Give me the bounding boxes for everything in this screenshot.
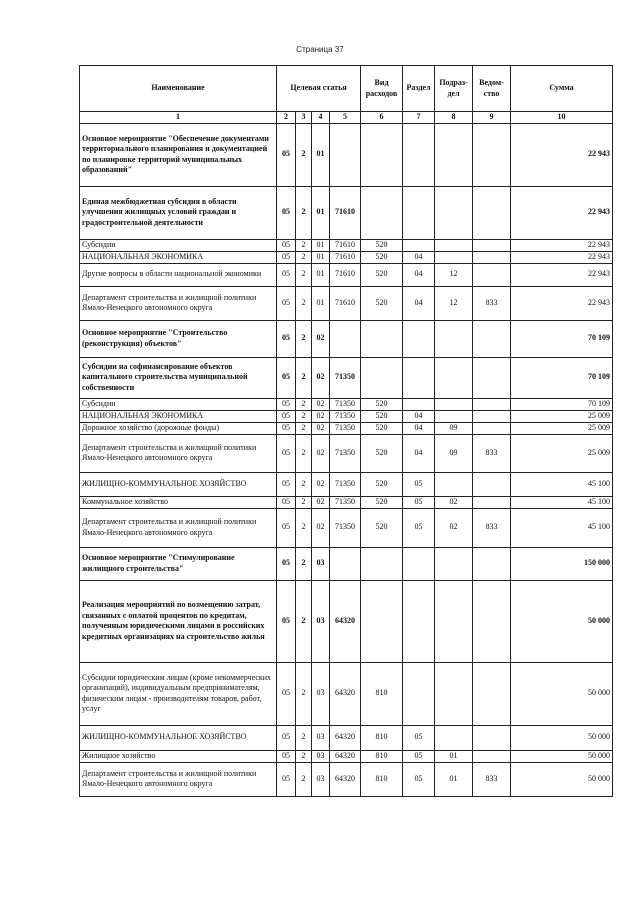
subsection: [435, 410, 473, 422]
col-number: 5: [330, 112, 361, 124]
target-event: 02: [312, 422, 330, 434]
section: 04: [403, 251, 435, 263]
target-direction: 71350: [330, 434, 361, 472]
header-expense-type: Вид расходов: [361, 66, 403, 112]
target-program: 05: [277, 398, 296, 410]
target-event: 01: [312, 186, 330, 239]
target-subprogram: 2: [296, 286, 312, 320]
target-program: 05: [277, 580, 296, 662]
target-event: 02: [312, 398, 330, 410]
department-code: [473, 320, 511, 357]
header-subsection: Подраз-дел: [435, 66, 473, 112]
row-name: НАЦИОНАЛЬНАЯ ЭКОНОМИКА: [80, 410, 277, 422]
target-program: 05: [277, 186, 296, 239]
row-name: Субсидии юридическим лицам (кроме некоммерческих организаций), индивидуальным предпринимателям, физическим лицам - производителям товаров, работ, услуг: [80, 662, 277, 725]
expense-type: 520: [361, 398, 403, 410]
sum: 22 943: [511, 239, 613, 251]
target-subprogram: 2: [296, 422, 312, 434]
target-subprogram: 2: [296, 750, 312, 762]
target-subprogram: 2: [296, 496, 312, 508]
subsection: 01: [435, 750, 473, 762]
sum: 45 100: [511, 508, 613, 547]
header-name: Наименование: [80, 66, 277, 112]
row-name: ЖИЛИЩНО-КОММУНАЛЬНОЕ ХОЗЯЙСТВО: [80, 725, 277, 750]
target-program: 05: [277, 547, 296, 580]
col-number: 2: [277, 112, 296, 124]
subsection: [435, 320, 473, 357]
section: [403, 186, 435, 239]
target-event: 03: [312, 662, 330, 725]
subsection: 02: [435, 496, 473, 508]
sum: 50 000: [511, 725, 613, 750]
expense-type: 520: [361, 434, 403, 472]
section: [403, 123, 435, 186]
department-code: [473, 422, 511, 434]
expense-type: 810: [361, 725, 403, 750]
col-number: 7: [403, 112, 435, 124]
target-direction: 64320: [330, 662, 361, 725]
target-direction: 71610: [330, 239, 361, 251]
row-name: Другие вопросы в области национальной экономики: [80, 263, 277, 286]
department-code: 833: [473, 434, 511, 472]
col-number: 6: [361, 112, 403, 124]
target-event: 02: [312, 320, 330, 357]
target-program: 05: [277, 263, 296, 286]
table-row: [80, 398, 613, 410]
section: 05: [403, 750, 435, 762]
col-number: 3: [296, 112, 312, 124]
expense-type: 810: [361, 750, 403, 762]
target-direction: 64320: [330, 725, 361, 750]
table-row: [80, 472, 613, 496]
target-event: 02: [312, 496, 330, 508]
expense-type: 520: [361, 472, 403, 496]
table-row: [80, 434, 613, 472]
header-sum: Сумма: [511, 66, 613, 112]
target-direction: 71610: [330, 286, 361, 320]
subsection: [435, 186, 473, 239]
subsection: [435, 547, 473, 580]
expense-type: 520: [361, 508, 403, 547]
table-row: [80, 580, 613, 662]
sum: 70 109: [511, 398, 613, 410]
subsection: 02: [435, 508, 473, 547]
table-row: [80, 750, 613, 762]
row-name: НАЦИОНАЛЬНАЯ ЭКОНОМИКА: [80, 251, 277, 263]
subsection: [435, 251, 473, 263]
department-code: 833: [473, 762, 511, 796]
expense-type: 520: [361, 286, 403, 320]
row-name: Реализация мероприятий по возмещению затрат, связанных с оплатой процентов по кредитам, полученным юридическими лицами в российских кредитных организациях на строительство жилья: [80, 580, 277, 662]
table-row: [80, 357, 613, 398]
table-row: [80, 662, 613, 725]
target-subprogram: 2: [296, 398, 312, 410]
budget-table: [79, 65, 613, 797]
table-row: [80, 725, 613, 750]
target-event: 01: [312, 263, 330, 286]
department-code: [473, 239, 511, 251]
section: [403, 547, 435, 580]
target-subprogram: 2: [296, 762, 312, 796]
target-event: 02: [312, 472, 330, 496]
table-row: [80, 496, 613, 508]
expense-type: [361, 547, 403, 580]
target-event: 01: [312, 286, 330, 320]
target-program: 05: [277, 251, 296, 263]
section: 04: [403, 263, 435, 286]
department-code: [473, 251, 511, 263]
section: 05: [403, 762, 435, 796]
section: 04: [403, 422, 435, 434]
target-program: 05: [277, 725, 296, 750]
target-event: 03: [312, 547, 330, 580]
target-event: 01: [312, 251, 330, 263]
row-name: Дорожное хозяйство (дорожные фонды): [80, 422, 277, 434]
target-subprogram: 2: [296, 725, 312, 750]
sum: 50 000: [511, 750, 613, 762]
sum: 50 000: [511, 662, 613, 725]
row-name: Жилищное хозяйство: [80, 750, 277, 762]
department-code: 833: [473, 508, 511, 547]
target-subprogram: 2: [296, 263, 312, 286]
sum: 45 100: [511, 472, 613, 496]
target-event: 02: [312, 434, 330, 472]
subsection: [435, 398, 473, 410]
row-name: Департамент строительства и жилищной политики Ямало-Ненецкого автономного округа: [80, 762, 277, 796]
department-code: [473, 725, 511, 750]
row-name: Единая межбюджетная субсидия в области улучшения жилищных условий граждан и градостроительной деятельности: [80, 186, 277, 239]
target-direction: [330, 123, 361, 186]
target-program: 05: [277, 750, 296, 762]
target-direction: 71350: [330, 496, 361, 508]
row-name: Основное мероприятие "Стимулирование жилищного строительства": [80, 547, 277, 580]
table-row: [80, 263, 613, 286]
table-row: [80, 762, 613, 796]
department-code: [473, 662, 511, 725]
department-code: [473, 263, 511, 286]
sum: 70 109: [511, 320, 613, 357]
target-program: 05: [277, 434, 296, 472]
col-number: 1: [80, 112, 277, 124]
section: 05: [403, 496, 435, 508]
sum: 22 943: [511, 123, 613, 186]
row-name: Субсидии на софинансирование объектов капитального строительства муниципальной собственности: [80, 357, 277, 398]
row-name: Департамент строительства и жилищной политики Ямало-Ненецкого автономного округа: [80, 434, 277, 472]
expense-type: [361, 123, 403, 186]
sum: 150 000: [511, 547, 613, 580]
subsection: 12: [435, 263, 473, 286]
col-number: 8: [435, 112, 473, 124]
target-program: 05: [277, 422, 296, 434]
table-row: [80, 547, 613, 580]
sum: 25 009: [511, 410, 613, 422]
sum: 25 009: [511, 434, 613, 472]
col-number: 4: [312, 112, 330, 124]
target-direction: 71350: [330, 422, 361, 434]
target-event: 03: [312, 725, 330, 750]
section: [403, 320, 435, 357]
target-subprogram: 2: [296, 357, 312, 398]
target-direction: 71350: [330, 410, 361, 422]
department-code: [473, 398, 511, 410]
target-subprogram: 2: [296, 239, 312, 251]
sum: 22 943: [511, 286, 613, 320]
sum: 25 009: [511, 422, 613, 434]
subsection: 12: [435, 286, 473, 320]
subsection: [435, 580, 473, 662]
department-code: [473, 123, 511, 186]
target-direction: 64320: [330, 580, 361, 662]
target-event: 02: [312, 410, 330, 422]
target-event: 03: [312, 750, 330, 762]
expense-type: 520: [361, 263, 403, 286]
header-target-article: Целевая статья: [277, 66, 361, 112]
expense-type: 520: [361, 496, 403, 508]
subsection: [435, 662, 473, 725]
target-subprogram: 2: [296, 410, 312, 422]
expense-type: [361, 186, 403, 239]
expense-type: 520: [361, 239, 403, 251]
target-subprogram: 2: [296, 320, 312, 357]
sum: 22 943: [511, 263, 613, 286]
section: 05: [403, 508, 435, 547]
target-program: 05: [277, 320, 296, 357]
department-code: [473, 547, 511, 580]
target-program: 05: [277, 286, 296, 320]
target-event: 02: [312, 357, 330, 398]
row-name: Основное мероприятие "Обеспечение документами территориального планирования и документацией по планировке территорий муниципальных образований": [80, 123, 277, 186]
expense-type: 520: [361, 410, 403, 422]
target-event: 01: [312, 239, 330, 251]
target-subprogram: 2: [296, 123, 312, 186]
expense-type: 810: [361, 662, 403, 725]
target-subprogram: 2: [296, 251, 312, 263]
row-name: Субсидии: [80, 398, 277, 410]
target-event: 02: [312, 508, 330, 547]
subsection: [435, 239, 473, 251]
expense-type: 810: [361, 762, 403, 796]
section: 04: [403, 434, 435, 472]
sum: 22 943: [511, 251, 613, 263]
department-code: [473, 410, 511, 422]
target-subprogram: 2: [296, 186, 312, 239]
target-program: 05: [277, 508, 296, 547]
sum: 45 100: [511, 496, 613, 508]
table-row: [80, 251, 613, 263]
expense-type: [361, 357, 403, 398]
target-program: 05: [277, 239, 296, 251]
target-direction: 64320: [330, 762, 361, 796]
table-row: [80, 239, 613, 251]
section: [403, 239, 435, 251]
subsection: 09: [435, 434, 473, 472]
expense-type: [361, 320, 403, 357]
section: 05: [403, 472, 435, 496]
target-direction: [330, 547, 361, 580]
sum: 70 109: [511, 357, 613, 398]
target-subprogram: 2: [296, 434, 312, 472]
table-row: [80, 320, 613, 357]
col-number: 9: [473, 112, 511, 124]
target-direction: 71610: [330, 186, 361, 239]
row-name: Субсидии: [80, 239, 277, 251]
target-program: 05: [277, 472, 296, 496]
section: [403, 398, 435, 410]
target-subprogram: 2: [296, 580, 312, 662]
department-code: [473, 580, 511, 662]
table-row: [80, 286, 613, 320]
target-program: 05: [277, 410, 296, 422]
table-row: [80, 422, 613, 434]
target-program: 05: [277, 662, 296, 725]
section: 05: [403, 725, 435, 750]
expense-type: 520: [361, 251, 403, 263]
target-subprogram: 2: [296, 547, 312, 580]
target-direction: 71610: [330, 263, 361, 286]
department-code: [473, 750, 511, 762]
header-department: Ведом-ство: [473, 66, 511, 112]
target-direction: 71350: [330, 357, 361, 398]
target-direction: 71350: [330, 472, 361, 496]
section: 04: [403, 410, 435, 422]
row-name: Основное мероприятие "Строительство (реконструкция) объектов": [80, 320, 277, 357]
target-direction: [330, 320, 361, 357]
subsection: [435, 472, 473, 496]
subsection: 01: [435, 762, 473, 796]
section: 04: [403, 286, 435, 320]
row-name: Департамент строительства и жилищной политики Ямало-Ненецкого автономного округа: [80, 286, 277, 320]
table-row: [80, 410, 613, 422]
department-code: [473, 472, 511, 496]
section: [403, 662, 435, 725]
target-direction: 64320: [330, 750, 361, 762]
sum: 50 000: [511, 762, 613, 796]
expense-type: 520: [361, 422, 403, 434]
table-row: [80, 123, 613, 186]
row-name: Департамент строительства и жилищной политики Ямало-Ненецкого автономного округа: [80, 508, 277, 547]
row-name: Коммунальное хозяйство: [80, 496, 277, 508]
section: [403, 580, 435, 662]
target-direction: 71350: [330, 398, 361, 410]
target-event: 03: [312, 580, 330, 662]
table-row: [80, 186, 613, 239]
target-direction: 71610: [330, 251, 361, 263]
subsection: 09: [435, 422, 473, 434]
target-subprogram: 2: [296, 472, 312, 496]
page-number: Страница 37: [296, 45, 344, 54]
sum: 50 000: [511, 580, 613, 662]
target-program: 05: [277, 762, 296, 796]
department-code: [473, 186, 511, 239]
subsection: [435, 123, 473, 186]
target-event: 01: [312, 123, 330, 186]
col-number: 10: [511, 112, 613, 124]
expense-type: [361, 580, 403, 662]
department-code: [473, 357, 511, 398]
target-direction: 71350: [330, 508, 361, 547]
target-program: 05: [277, 357, 296, 398]
department-code: 833: [473, 286, 511, 320]
target-program: 05: [277, 123, 296, 186]
header-section: Раздел: [403, 66, 435, 112]
target-event: 03: [312, 762, 330, 796]
section: [403, 357, 435, 398]
target-subprogram: 2: [296, 662, 312, 725]
subsection: [435, 357, 473, 398]
target-subprogram: 2: [296, 508, 312, 547]
row-name: ЖИЛИЩНО-КОММУНАЛЬНОЕ ХОЗЯЙСТВО: [80, 472, 277, 496]
subsection: [435, 725, 473, 750]
target-program: 05: [277, 496, 296, 508]
department-code: [473, 496, 511, 508]
sum: 22 943: [511, 186, 613, 239]
table-row: [80, 508, 613, 547]
